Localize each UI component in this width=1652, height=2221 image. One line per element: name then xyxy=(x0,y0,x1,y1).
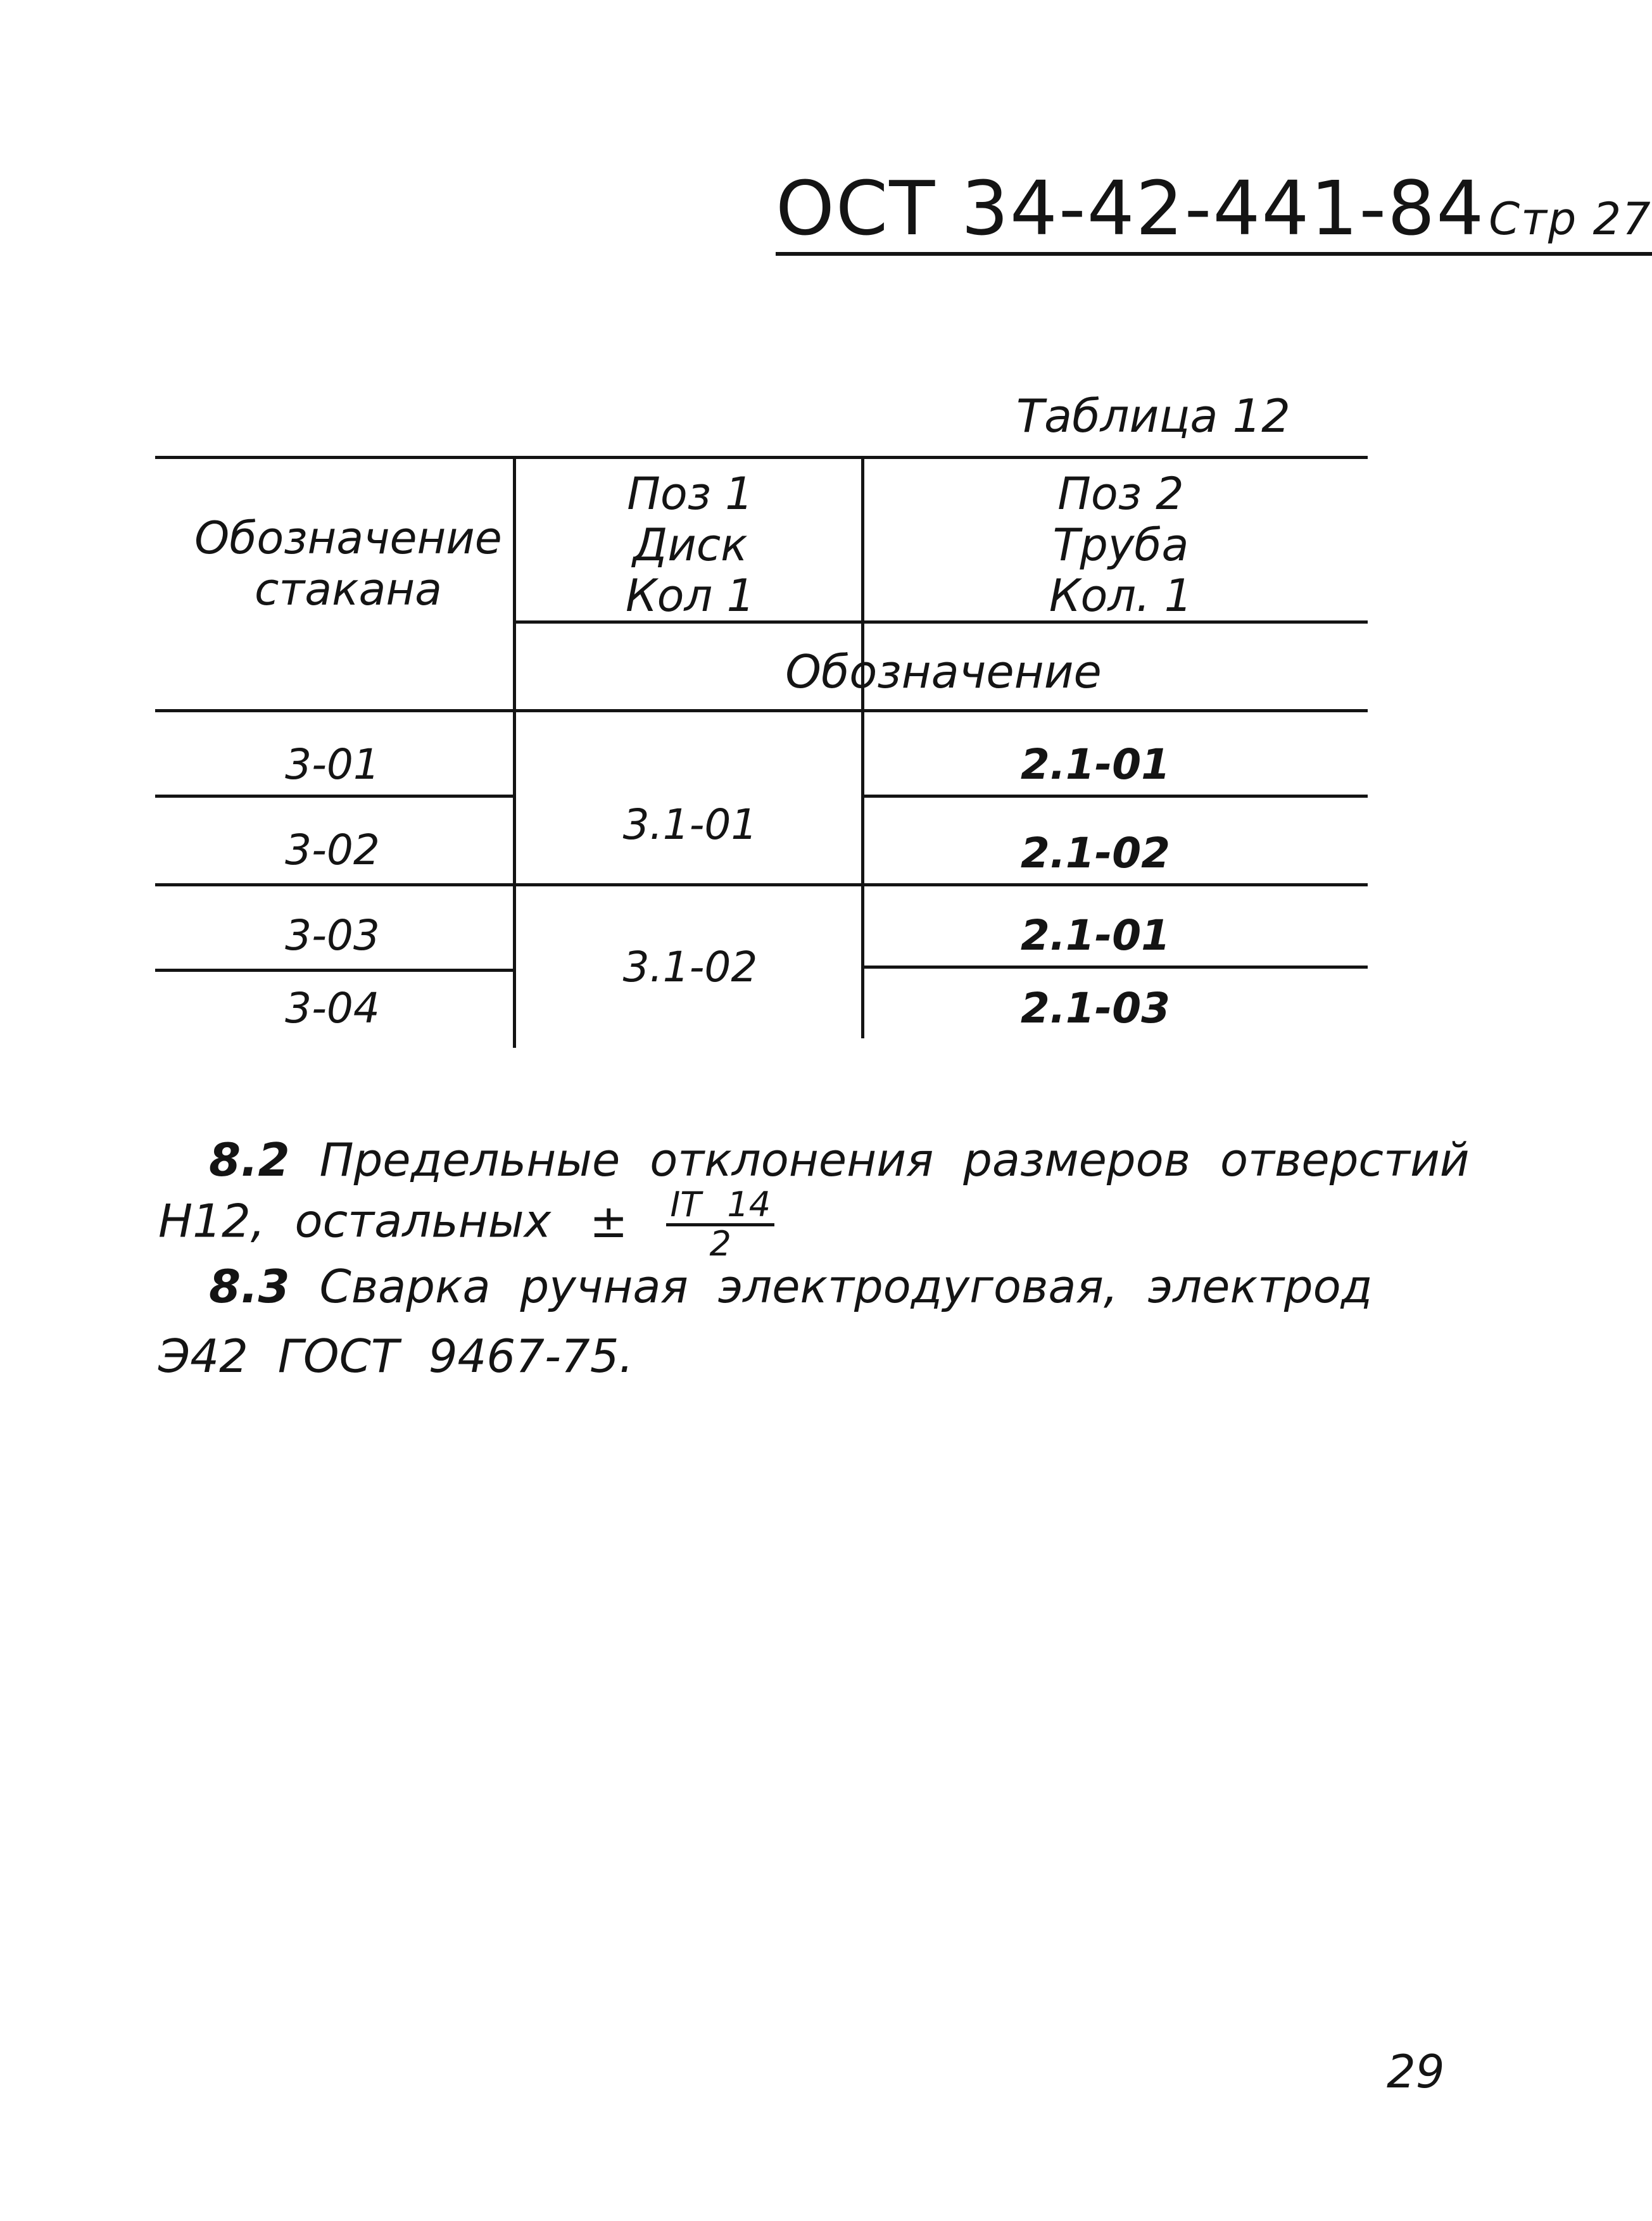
note-8-3-line1 xyxy=(209,1260,1372,1313)
standard-number: ОСТ 34-42-441-84 xyxy=(776,165,1485,252)
row-divider-1 xyxy=(155,795,516,798)
fraction-numerator: IT 14 xyxy=(666,1187,774,1226)
header-pos1-disk: Поз 1 Диск Кол 1 xyxy=(625,468,755,622)
disk-value-2: 3.1-02 xyxy=(622,943,758,991)
header-bottom-border xyxy=(155,709,1368,712)
header-pos2-tube: Поз 2 Труба Кол. 1 xyxy=(1049,468,1193,622)
plus-minus-sign: ± xyxy=(590,1194,628,1248)
header-cup-designation: Обозначение стакана xyxy=(194,512,502,615)
col-divider-2 xyxy=(861,459,864,1038)
table-caption: Таблица 12 xyxy=(1016,389,1290,443)
note-8-3-line2: Э42 ГОСТ 9467-75. xyxy=(158,1330,634,1383)
group-divider xyxy=(155,883,1368,886)
col-divider-1 xyxy=(513,459,516,1048)
row-divider-1-tube xyxy=(864,795,1368,798)
table-top-border xyxy=(155,456,1368,459)
note-8-2-line1 xyxy=(209,1133,1470,1186)
note-8-2-line2 xyxy=(158,1187,774,1262)
tube-value-1: 2.1-01 xyxy=(1020,740,1171,789)
note-8-2-text: Предельные отклонения размеров отверстий xyxy=(319,1133,1470,1186)
page-number: 29 xyxy=(1387,2045,1445,2098)
document-header xyxy=(776,165,1652,256)
note-8-3-text: Сварка ручная электродуговая, электрод xyxy=(319,1260,1373,1313)
note-8-2-line2-text: Н12, остальных xyxy=(158,1194,552,1248)
tolerance-fraction xyxy=(666,1187,774,1262)
tube-value-4: 2.1-03 xyxy=(1020,984,1171,1033)
cup-designation-2: 3-02 xyxy=(285,826,380,874)
disk-value-1: 3.1-01 xyxy=(622,800,758,849)
tube-value-3: 2.1-01 xyxy=(1020,911,1171,960)
note-8-3-number: 8.3 xyxy=(209,1260,290,1313)
cup-designation-1: 3-01 xyxy=(285,740,380,789)
fraction-denominator: 2 xyxy=(709,1223,731,1264)
cup-designation-4: 3-04 xyxy=(285,984,380,1033)
header-designation-sub: Обозначение xyxy=(785,645,1102,698)
row-divider-3 xyxy=(155,969,516,972)
row-divider-3-tube xyxy=(864,966,1368,969)
tube-value-2: 2.1-02 xyxy=(1020,829,1171,878)
page-reference: Стр 27 xyxy=(1489,193,1652,245)
cup-designation-3: 3-03 xyxy=(285,911,380,960)
note-8-2-number: 8.2 xyxy=(209,1133,290,1186)
